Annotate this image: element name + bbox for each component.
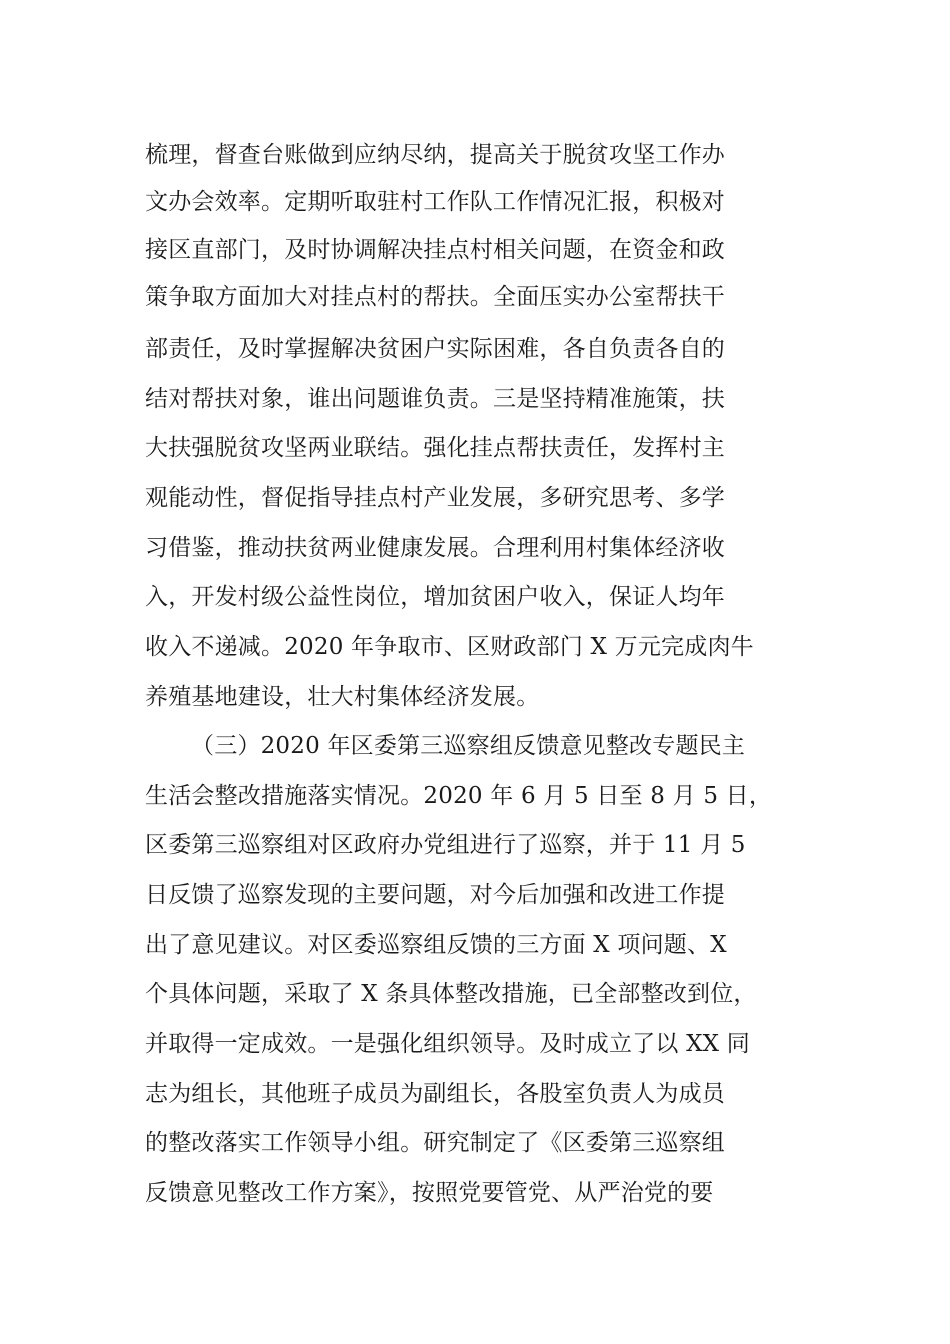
text-line: 习借鉴，推动扶贫两业健康发展。合理利用村集体经济收 (145, 535, 725, 561)
text-line: 养殖基地建设，壮大村集体经济发展。 (145, 684, 540, 710)
text-line: 生活会整改措施落实情况。2020 年 6 月 5 日至 8 月 5 日， (145, 783, 773, 809)
text-line: 大扶强脱贫攻坚两业联结。强化挂点帮扶责任，发挥村主 (145, 435, 725, 461)
text-line: 日反馈了巡察发现的主要问题，对今后加强和改进工作提 (145, 882, 725, 908)
text-line: 观能动性，督促指导挂点村产业发展，多研究思考、多学 (145, 485, 725, 511)
text-line: 个具体问题，采取了 X 条具体整改措施，已全部整改到位， (145, 981, 757, 1007)
text-line: 收入不递减。2020 年争取市、区财政部门 X 万元完成肉牛 (145, 634, 754, 660)
text-line: 的整改落实工作领导小组。研究制定了《区委第三巡察组 (145, 1130, 725, 1156)
text-line: 区委第三巡察组对区政府办党组进行了巡察，并于 11 月 5 (145, 832, 746, 858)
text-line: 志为组长，其他班子成员为副组长，各股室负责人为成员 (145, 1081, 725, 1107)
text-line: 文办会效率。定期听取驻村工作队工作情况汇报，积极对 (145, 189, 725, 215)
text-line: 部责任，及时掌握解决贫困户实际困难，各自负责各自的 (145, 336, 725, 362)
text-line: 出了意见建议。对区委巡察组反馈的三方面 X 项问题、X (145, 932, 727, 958)
section-heading-line: （三）2020 年区委第三巡察组反馈意见整改专题民主 (191, 733, 746, 759)
text-line: 并取得一定成效。一是强化组织领导。及时成立了以 XX 同 (145, 1031, 750, 1057)
text-line: 结对帮扶对象，谁出问题谁负责。三是坚持精准施策，扶 (145, 386, 725, 412)
text-line: 入，开发村级公益性岗位，增加贫困户收入，保证人均年 (145, 584, 725, 610)
text-line: 梳理，督查台账做到应纳尽纳，提高关于脱贫攻坚工作办 (145, 142, 725, 168)
text-line: 策争取方面加大对挂点村的帮扶。全面压实办公室帮扶干 (145, 284, 725, 310)
text-line: 反馈意见整改工作方案》，按照党要管党、从严治党的要 (145, 1180, 714, 1206)
text-line: 接区直部门，及时协调解决挂点村相关问题，在资金和政 (145, 237, 725, 263)
